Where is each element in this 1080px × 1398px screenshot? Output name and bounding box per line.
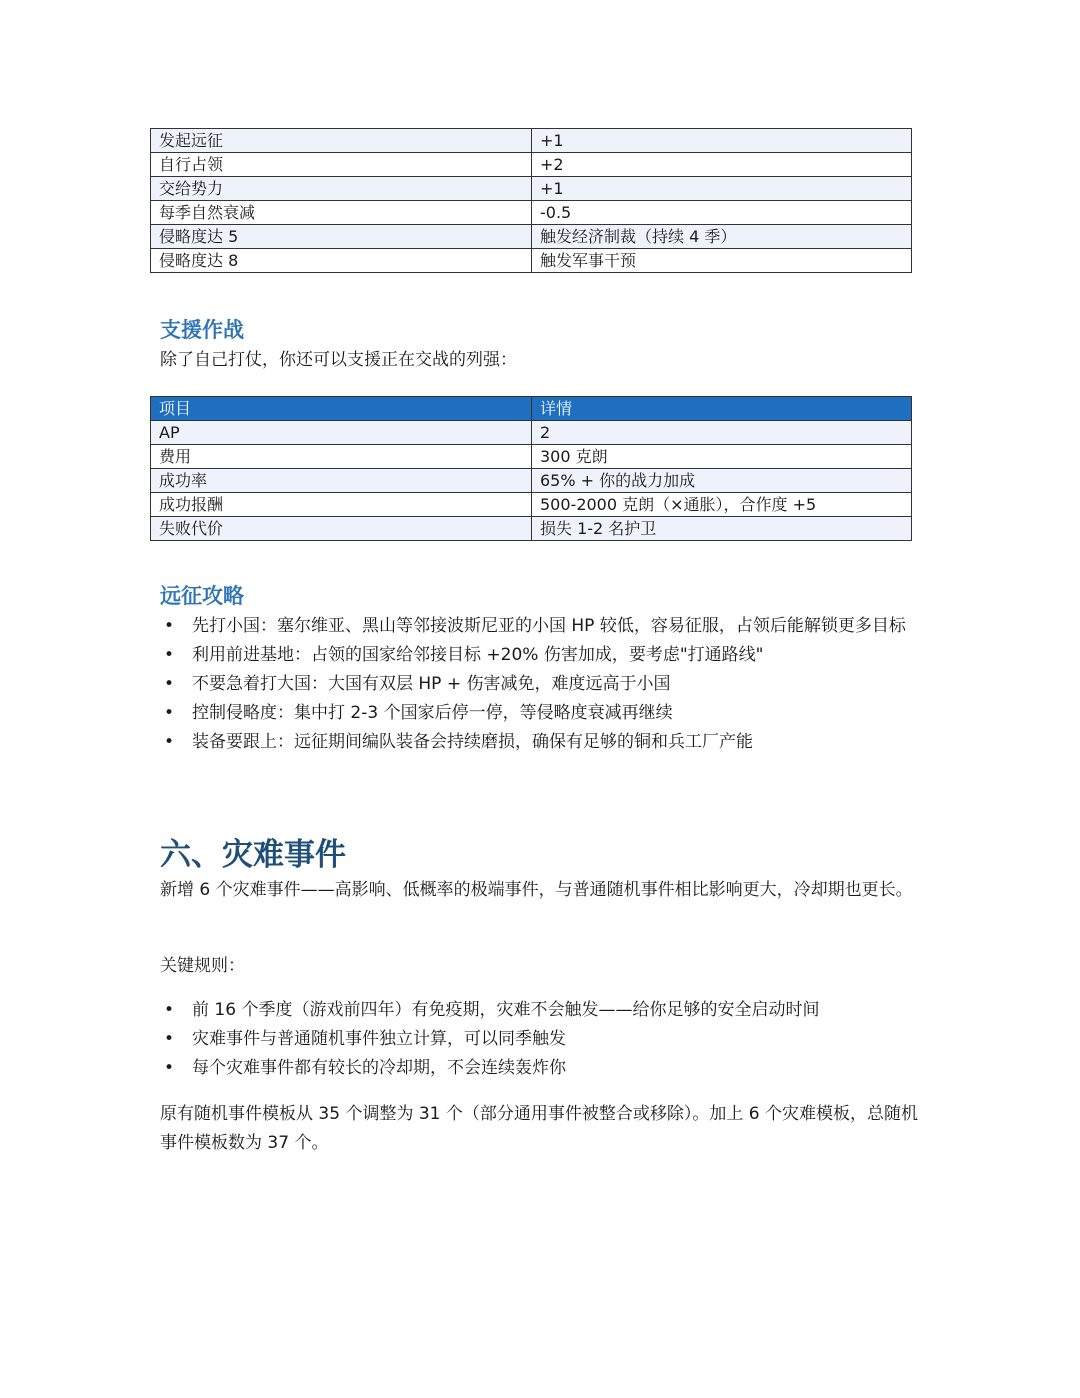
- table-header-row: [151, 397, 912, 421]
- column-header: 详情: [532, 397, 912, 421]
- table-cell: 损失 1-2 名护卫: [532, 517, 912, 541]
- section-heading-disaster: 六、灾难事件: [160, 837, 346, 873]
- table-cell: 成功率: [151, 469, 532, 493]
- table-cell: 失败代价: [151, 517, 532, 541]
- disaster-rules-list: [160, 996, 920, 1083]
- table-cell: 每季自然衰减: [151, 201, 532, 225]
- table-cell: 交给势力: [151, 177, 532, 201]
- table-cell: 2: [532, 421, 912, 445]
- disaster-intro: 新增 6 个灾难事件——高影响、低概率的极端事件，与普通随机事件相比影响更大，冷却期也更长。: [160, 880, 913, 900]
- table-row: [151, 493, 912, 517]
- table-cell: 侵略度达 8: [151, 249, 532, 273]
- table-row: [151, 129, 912, 153]
- disaster-summary: 原有随机事件模板从 35 个调整为 31 个（部分通用事件被整合或移除）。加上 6 个灾难模板，总随机事件模板数为 37 个。: [160, 1104, 919, 1153]
- list-item: • 灾难事件与普通随机事件独立计算，可以同季触发: [160, 1025, 920, 1054]
- support-intro: 除了自己打仗，你还可以支援正在交战的列强：: [160, 350, 517, 370]
- table-cell: AP: [151, 421, 532, 445]
- table-cell: +2: [532, 153, 912, 177]
- table-cell: 发起远征: [151, 129, 532, 153]
- list-item: • 控制侵略度：集中打 2-3 个国家后停一停，等侵略度衰减再继续: [160, 699, 920, 728]
- table-cell: 65% + 你的战力加成: [532, 469, 912, 493]
- table-cell: 触发经济制裁（持续 4 季）: [532, 225, 912, 249]
- rules-label: 关键规则：: [160, 956, 245, 976]
- table-row: [151, 421, 912, 445]
- table-cell: +1: [532, 177, 912, 201]
- table-row: [151, 445, 912, 469]
- table-row: [151, 469, 912, 493]
- list-item: • 每个灾难事件都有较长的冷却期，不会连续轰炸你: [160, 1054, 920, 1083]
- list-item: • 先打小国：塞尔维亚、黑山等邻接波斯尼亚的小国 HP 较低，容易征服，占领后能解锁更多目标: [160, 612, 920, 641]
- table-cell: 成功报酬: [151, 493, 532, 517]
- strategy-list: [160, 612, 920, 757]
- list-item: • 前 16 个季度（游戏前四年）有免疫期，灾难不会触发——给你足够的安全启动时间: [160, 996, 920, 1025]
- table-row: [151, 517, 912, 541]
- table-row: [151, 225, 912, 249]
- table-cell: 触发军事干预: [532, 249, 912, 273]
- table-cell: 自行占领: [151, 153, 532, 177]
- table-row: [151, 201, 912, 225]
- list-item: • 不要急着打大国：大国有双层 HP + 伤害减免，难度远高于小国: [160, 670, 920, 699]
- table-cell: 费用: [151, 445, 532, 469]
- section-heading-strategy: 远征攻略: [160, 584, 244, 608]
- section-heading-support: 支援作战: [160, 318, 244, 342]
- table-cell: 300 克朗: [532, 445, 912, 469]
- table-cell: 500-2000 克朗（×通胀），合作度 +5: [532, 493, 912, 517]
- table-cell: 侵略度达 5: [151, 225, 532, 249]
- table-row: [151, 249, 912, 273]
- list-item: • 装备要跟上：远征期间编队装备会持续磨损，确保有足够的铜和兵工厂产能: [160, 728, 920, 757]
- table-row: [151, 153, 912, 177]
- column-header: 项目: [151, 397, 532, 421]
- table-cell: -0.5: [532, 201, 912, 225]
- table-cell: +1: [532, 129, 912, 153]
- aggression-table: [150, 128, 912, 273]
- list-item: • 利用前进基地：占领的国家给邻接目标 +20% 伤害加成，要考虑"打通路线": [160, 641, 920, 670]
- table-row: [151, 177, 912, 201]
- support-table: [150, 396, 912, 541]
